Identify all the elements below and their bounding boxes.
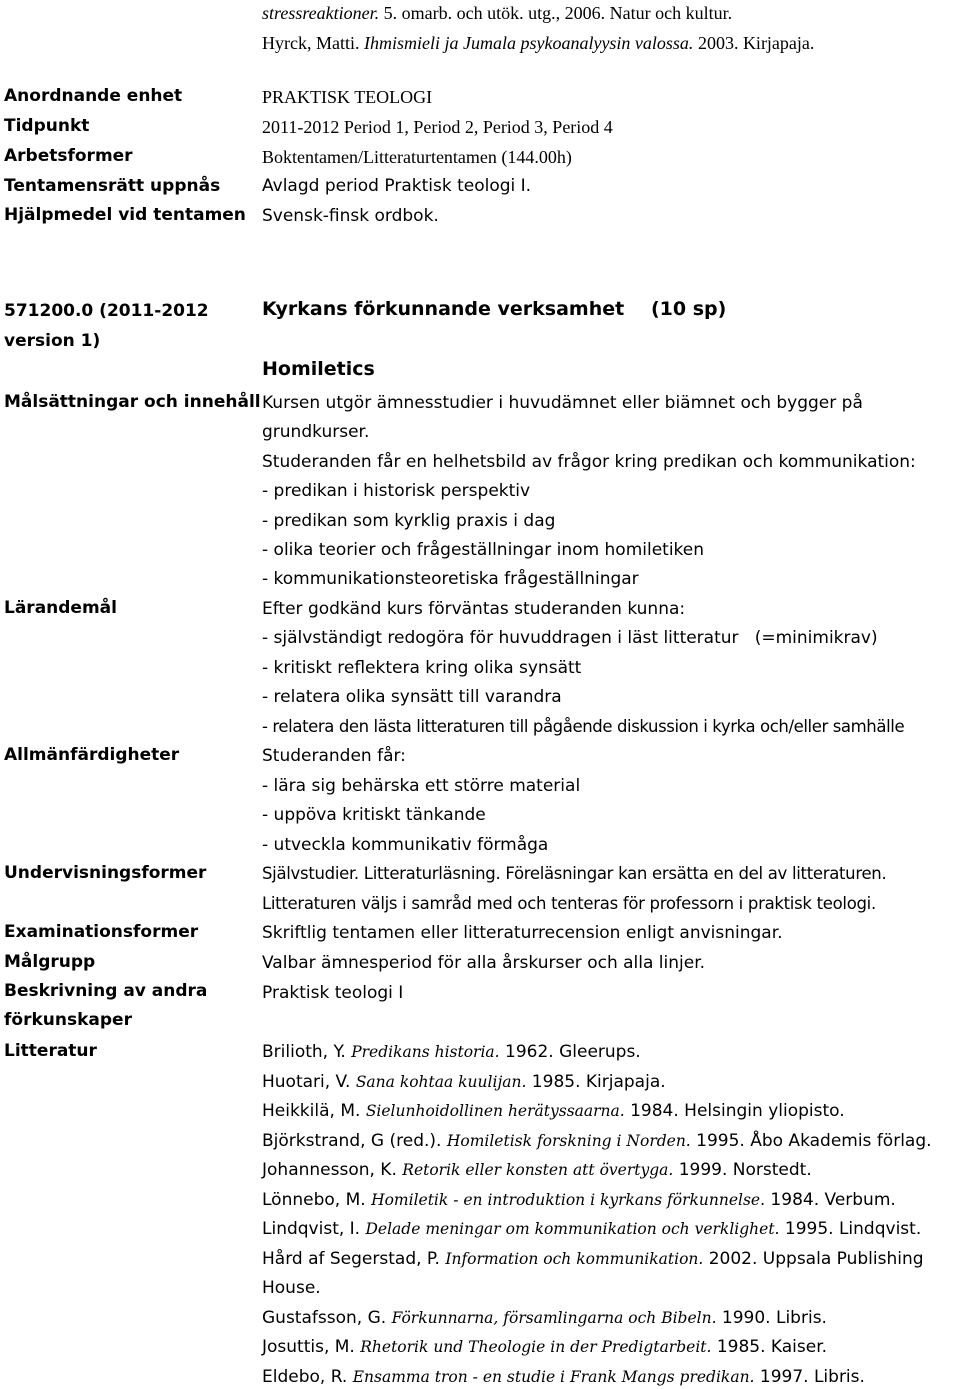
literature-item <box>262 1277 321 1299</box>
allman-line: - lära sig behärska ett större material <box>262 776 581 796</box>
label-malgrupp: Målgrupp <box>4 952 96 972</box>
literature-item <box>262 1336 827 1358</box>
ref-rest: 5. omarb. och utök. utg., 2006. Natur och kultur. <box>379 3 733 23</box>
undervisning-line: Självstudier. Litteraturläsning. Föreläsningar kan ersätta en del av litteraturen. <box>262 864 887 883</box>
undervisning-line: Litteraturen väljs i samråd med och tenteras för professorn i praktisk teologi. <box>262 894 876 913</box>
ref-author: Björkstrand, G (red.). <box>262 1130 447 1151</box>
ref-title: Ensamma tron - en studie i Frank Mangs predikan. <box>352 1367 755 1386</box>
malgrupp-line: Valbar ämnesperiod för alla årskurser och alla linjer. <box>262 953 706 973</box>
larandemal-line: - kritiskt reflektera kring olika synsätt <box>262 658 582 678</box>
value-hjalpmedel: Svensk-finsk ordbok. <box>262 206 439 226</box>
label-undervisningsformer: Undervisningsformer <box>4 863 207 883</box>
ref-author: Lönnebo, M. <box>262 1189 372 1210</box>
literature-item <box>262 1307 827 1329</box>
label-examinationsformer: Examinationsformer <box>4 922 199 942</box>
literature-item <box>262 1159 812 1181</box>
label-litteratur: Litteratur <box>4 1041 97 1061</box>
ref-rest: 1984. Verbum. <box>765 1189 896 1210</box>
allman-line: - uppöva kritiskt tänkande <box>262 805 486 825</box>
ref-title: Rhetorik und Theologie in der Predigtarbeit. <box>360 1338 712 1356</box>
ref-rest: 1997. Libris. <box>754 1366 865 1387</box>
ref-title: Predikans historia. <box>351 1043 500 1061</box>
course-version: version 1) <box>4 331 101 351</box>
ref-rest: 2003. Kirjapaja. <box>693 33 815 53</box>
course-title: Kyrkans förkunnande verksamhet <box>262 298 625 320</box>
ref-rest: 2002. Uppsala Publishing <box>703 1248 924 1269</box>
label-arbetsformer: Arbetsformer <box>4 146 133 166</box>
value-tidpunkt: 2011-2012 Period 1, Period 2, Period 3, Period 4 <box>262 117 613 137</box>
ref-author: Johannesson, K. <box>262 1160 403 1180</box>
ref-author: Brilioth, Y. <box>262 1042 352 1062</box>
ref-author: Hyrck, Matti. <box>262 33 364 53</box>
ref-title: Retorik eller konsten att övertyga. <box>402 1161 674 1179</box>
malsattningar-line: - kommunikationsteoretiska frågeställningar <box>262 569 639 589</box>
larandemal-line: Efter godkänd kurs förväntas studeranden kunna: <box>262 599 686 619</box>
continuation-line-2 <box>262 32 814 54</box>
ref-rest: 1995. Åbo Akademis förlag. <box>690 1130 932 1151</box>
ref-author: Josuttis, M. <box>262 1337 361 1357</box>
continuation-line-1 <box>262 2 732 24</box>
label-hjalpmedel: Hjälpmedel vid tentamen <box>4 205 246 225</box>
examination-line: Skriftlig tentamen eller litteraturrecension enligt anvisningar. <box>262 923 783 943</box>
ref-title: Sana kohtaa kuulijan. <box>355 1072 527 1091</box>
forkunskaper-line: Praktisk teologi I <box>262 983 404 1003</box>
ref-title: Homiletik - en introduktion i kyrkans förkunnelse. <box>371 1190 766 1209</box>
value-tentamensratt: Avlagd period Praktisk teologi I. <box>262 176 532 196</box>
literature-item <box>262 1366 865 1388</box>
value-arbetsformer: Boktentamen/Litteraturtentamen (144.00h) <box>262 147 572 167</box>
value-anordnande-enhet: PRAKTISK TEOLOGI <box>262 87 433 107</box>
ref-rest: 1985. Kirjapaja. <box>526 1071 666 1092</box>
ref-rest: 1962. Gleerups. <box>499 1042 641 1062</box>
ref-title: Förkunnarna, församlingarna och Bibeln. <box>391 1308 717 1327</box>
ref-author: Hård af Segerstad, P. <box>262 1248 446 1269</box>
malsattningar-line: grundkurser. <box>262 422 370 442</box>
ref-author: Eldebo, R. <box>262 1366 353 1387</box>
label-beskrivning: Beskrivning av andra <box>4 981 208 1001</box>
malsattningar-line: Kursen utgör ämnesstudier i huvudämnet eller biämnet och bygger på <box>262 393 863 413</box>
larandemal-line: - självständigt redogöra för huvuddragen i läst litteratur (=minimikrav) <box>262 628 878 648</box>
malsattningar-line: Studeranden får en helhetsbild av frågor kring predikan och kommunikation: <box>262 452 916 472</box>
ref-rest: 1990. Libris. <box>716 1307 827 1328</box>
label-allmanfardigheter: Allmänfärdigheter <box>4 745 180 765</box>
ref-title: Delade meningar om kommunikation och verklighet. <box>365 1220 780 1238</box>
literature-item <box>262 1218 921 1240</box>
literature-item <box>262 1130 932 1152</box>
literature-item <box>262 1248 924 1270</box>
allman-line: - utveckla kommunikativ förmåga <box>262 835 549 855</box>
ref-author: Gustafsson, G. <box>262 1307 392 1328</box>
literature-item <box>262 1189 896 1211</box>
ref-rest: 1995. Lindqvist. <box>779 1219 922 1239</box>
ref-rest: 1999. Norstedt. <box>673 1160 812 1180</box>
ref-title: stressreaktioner. <box>262 3 380 23</box>
course-subtitle: Homiletics <box>262 358 375 380</box>
label-anordnande-enhet: Anordnande enhet <box>4 86 183 106</box>
ref-title: Homiletisk forskning i Norden. <box>446 1131 691 1150</box>
ref-title: Ihmismieli ja Jumala psykoanalyysin valossa. <box>363 33 694 53</box>
malsattningar-line: - olika teorier och frågeställningar inom homiletiken <box>262 540 705 560</box>
malsattningar-line: - predikan i historisk perspektiv <box>262 481 531 501</box>
malsattningar-line: - predikan som kyrklig praxis i dag <box>262 511 556 531</box>
ref-title: Information och kommunikation. <box>445 1249 704 1268</box>
ref-rest: 1985. Kaiser. <box>711 1337 828 1357</box>
literature-item <box>262 1071 666 1093</box>
ref-author: Lindqvist, I. <box>262 1219 366 1239</box>
label-tentamensratt: Tentamensrätt uppnås <box>4 176 221 196</box>
label-malsattningar: Målsättningar och innehåll <box>4 392 261 412</box>
ref-title: Sielunhoidollinen herätyssaarna. <box>365 1102 625 1120</box>
label-larandemal: Lärandemål <box>4 598 117 618</box>
label-tidpunkt: Tidpunkt <box>4 116 90 136</box>
literature-item <box>262 1041 641 1063</box>
larandemal-line: - relatera olika synsätt till varandra <box>262 687 562 707</box>
ref-rest: 1984. Helsingin yliopisto. <box>624 1101 845 1121</box>
literature-item <box>262 1100 845 1122</box>
ref-author: House. <box>262 1278 321 1298</box>
ref-author: Huotari, V. <box>262 1071 356 1092</box>
course-credits: (10 sp) <box>651 298 727 320</box>
allman-line: Studeranden får: <box>262 746 406 766</box>
course-code: 571200.0 (2011-2012 <box>4 301 209 321</box>
ref-author: Heikkilä, M. <box>262 1101 366 1121</box>
label-forkunskaper: förkunskaper <box>4 1010 132 1030</box>
larandemal-line: - relatera den lästa litteraturen till pågående diskussion i kyrka och/eller samhälle <box>262 717 905 736</box>
